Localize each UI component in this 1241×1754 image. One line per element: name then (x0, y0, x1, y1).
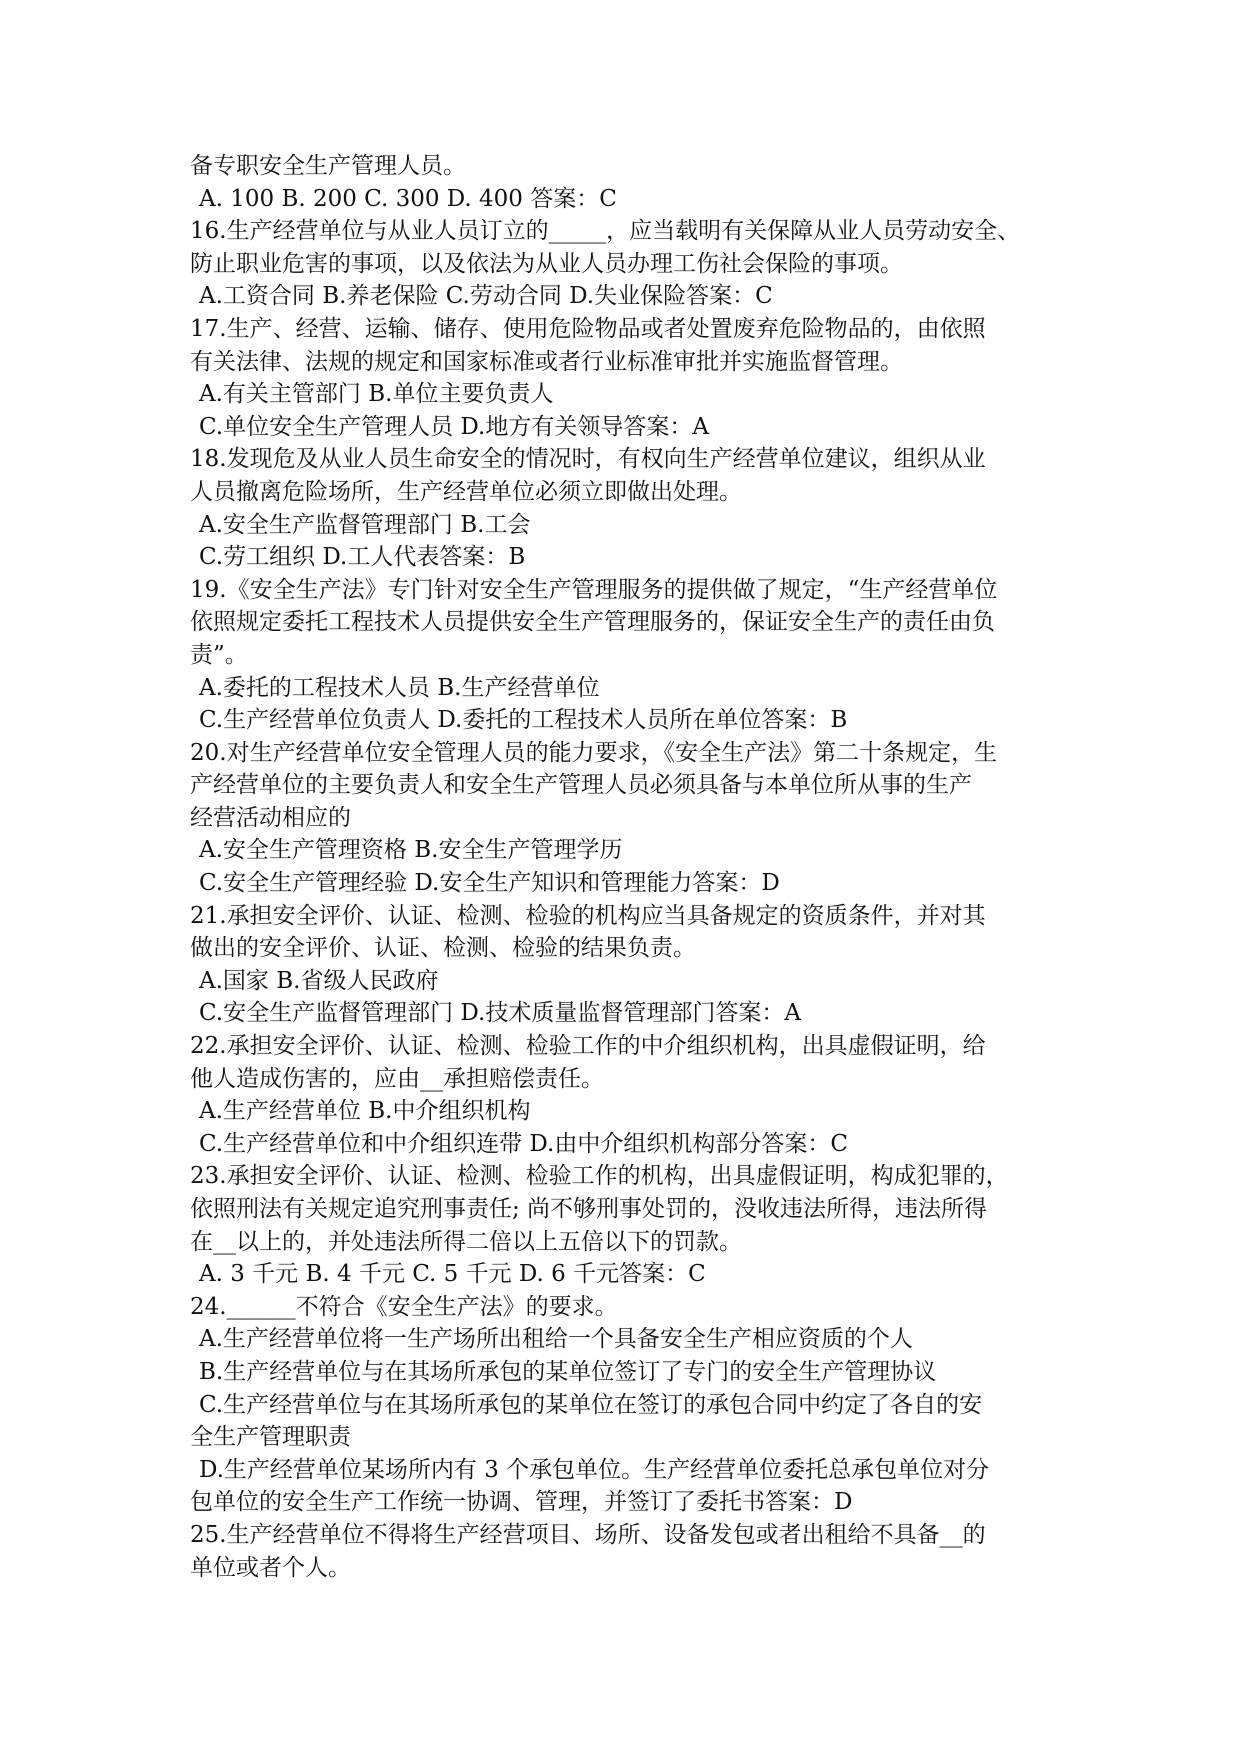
text-line: 依照规定委托工程技术人员提供安全生产管理服务的，保证安全生产的责任由负 (190, 609, 995, 636)
text-line: 在__以上的，并处违法所得二倍以上五倍以下的罚款。 (190, 1228, 742, 1255)
answer-option-b: B.生产经营单位与在其场所承包的某单位签订了专门的安全生产管理协议 (199, 1358, 937, 1385)
text-line: 他人造成伤害的，应由__承担赔偿责任。 (190, 1065, 604, 1092)
text-line: 依照刑法有关规定追究刑事责任; 尚不够刑事处罚的，没收违法所得，违法所得 (190, 1196, 988, 1222)
answer-option-c: C.生产经营单位与在其场所承包的某单位在签订的承包合同中约定了各自的安 (199, 1391, 983, 1418)
answer-options-line: C.安全生产监督管理部门 D.技术质量监督管理部门答案：A (199, 1000, 801, 1027)
answer-options-line: C.劳工组织 D.工人代表答案：B (199, 544, 526, 571)
answer-options-line: A. 100 B. 200 C. 300 D. 400 答案：C (199, 185, 617, 212)
text-line: 单位或者个人。 (190, 1554, 351, 1581)
text-line: 有关法律、法规的规定和国家标准或者行业标准审批并实施监督管理。 (190, 348, 903, 375)
answer-options-line: A. 3 千元 B. 4 千元 C. 5 千元 D. 6 千元答案：C (199, 1261, 706, 1288)
answer-options-line: A.安全生产管理资格 B.安全生产管理学历 (199, 837, 623, 864)
text-line: 包单位的安全生产工作统一协调、管理，并签订了委托书答案：D (190, 1489, 853, 1516)
answer-options-line: C.生产经营单位和中介组织连带 D.由中介组织机构部分答案：C (199, 1130, 848, 1157)
question-23-line: 23.承担安全评价、认证、检测、检验工作的机构，出具虚假证明，构成犯罪的， (190, 1163, 1009, 1190)
answer-options-line: A.国家 B.省级人民政府 (199, 967, 439, 994)
answer-options-line: A.有关主管部门 B.单位主要负责人 (199, 381, 554, 408)
answer-options-line: C.单位安全生产管理人员 D.地方有关领导答案：A (199, 413, 709, 440)
question-16-line: 16.生产经营单位与从业人员订立的_____，应当载明有关保障从业人员劳动安全、 (190, 218, 1021, 245)
answer-options-line: A.工资合同 B.养老保险 C.劳动合同 D.失业保险答案：C (199, 283, 773, 310)
question-20-line: 20.对生产经营单位安全管理人员的能力要求，《安全生产法》第二十条规定，生 (190, 739, 998, 766)
question-18-line: 18.发现危及从业人员生命安全的情况时，有权向生产经营单位建议，组织从业 (190, 446, 986, 473)
question-19-line: 19.《安全生产法》专门针对安全生产管理服务的提供做了规定，“生产经营单位 (190, 576, 998, 603)
document-body (190, 150, 1080, 1584)
answer-options-line: A.委托的工程技术人员 B.生产经营单位 (199, 674, 600, 701)
text-line: 责”。 (190, 641, 248, 668)
text-line: 产经营单位的主要负责人和安全生产管理人员必须具备与本单位所从事的生产 (190, 772, 972, 799)
answer-options-line: C.生产经营单位负责人 D.委托的工程技术人员所在单位答案：B (199, 707, 848, 734)
question-21-line: 21.承担安全评价、认证、检测、检验的机构应当具备规定的资质条件，并对其 (190, 902, 986, 929)
question-25-line: 25.生产经营单位不得将生产经营项目、场所、设备发包或者出租给不具备__的 (190, 1521, 986, 1548)
answer-option-a: A.生产经营单位将一生产场所出租给一个具备安全生产相应资质的个人 (199, 1326, 913, 1353)
text-line: 备专职安全生产管理人员。 (190, 153, 466, 179)
text-line: 经营活动相应的 (190, 804, 351, 831)
text-line: 做出的安全评价、认证、检测、检验的结果负责。 (190, 935, 696, 962)
answer-option-d: D.生产经营单位某场所内有 3 个承包单位。生产经营单位委托总承包单位对分 (199, 1456, 990, 1483)
text-line: 防止职业危害的事项，以及依法为从业人员办理工伤社会保险的事项。 (190, 250, 903, 277)
question-17-line: 17.生产、经营、运输、储存、使用危险物品或者处置废弃危险物品的，由依照 (190, 315, 986, 342)
question-22-line: 22.承担安全评价、认证、检测、检验工作的中介组织机构，出具虚假证明，给 (190, 1033, 986, 1060)
text-line: 人员撤离危险场所，生产经营单位必须立即做出处理。 (190, 478, 742, 505)
answer-options-line: A.生产经营单位 B.中介组织机构 (199, 1098, 531, 1125)
answer-options-line: A.安全生产监督管理部门 B.工会 (199, 511, 531, 538)
answer-options-line: C.安全生产管理经验 D.安全生产知识和管理能力答案：D (199, 870, 780, 897)
text-line: 全生产管理职责 (190, 1424, 351, 1451)
question-24-line: 24.______不符合《安全生产法》的要求。 (190, 1293, 618, 1320)
